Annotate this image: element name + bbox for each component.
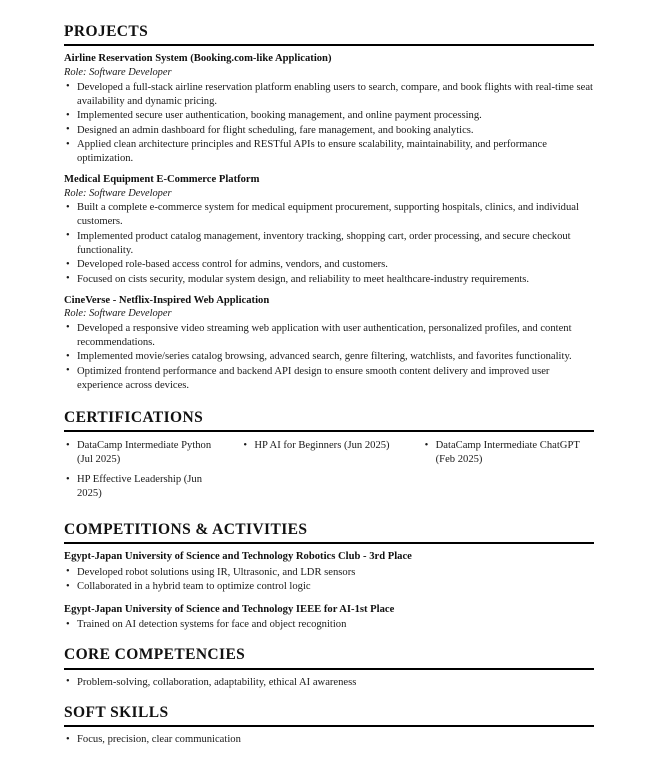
core-competencies-list: [64, 676, 594, 690]
project-role: Role: Software Developer: [64, 308, 172, 320]
project-title: CineVerse - Netflix-Inspired Web Application: [64, 294, 270, 306]
section-heading-core-competencies: CORE COMPETENCIES: [64, 645, 594, 669]
list-item: • Collaborated in a hybrid team to optimize control logic: [64, 580, 594, 594]
competition-entry: [64, 550, 594, 594]
list-item: • Built a complete e-commerce system for medical equipment procurement, supporting hospitals, clinics, and individual customers.: [64, 201, 594, 229]
list-item: • DataCamp Intermediate ChatGPT (Feb 2025): [423, 439, 594, 467]
list-item: • Focus, precision, clear communication: [64, 733, 594, 747]
list-item: • Implemented movie/series catalog browsing, advanced search, genre filtering, watchlists, and favorites functionality.: [64, 350, 594, 364]
list-item: • Optimized frontend performance and backend API design to ensure smooth content delivery and improved user experience across devices.: [64, 365, 594, 393]
certifications-column-1: [64, 439, 235, 507]
list-item: • Implemented secure user authentication, booking management, and online payment processing.: [64, 109, 594, 123]
list-item: • HP Effective Leadership (Jun 2025): [64, 473, 235, 501]
section-heading-projects: PROJECTS: [64, 22, 594, 46]
soft-skills-list: [64, 733, 594, 747]
certification-list: [423, 439, 594, 467]
list-item: • Developed a responsive video streaming web application with user authentication, personalized profiles, and content recommendations.: [64, 322, 594, 350]
project-bullet-list: [64, 322, 594, 393]
list-item: • Focused on cists security, modular system design, and reliability to meet healthcare-industry requirements.: [64, 273, 594, 287]
soft-skills-body: [64, 727, 594, 747]
spacer: [64, 400, 594, 408]
competition-bullet-list: [64, 618, 594, 632]
list-item: • Developed robot solutions using IR, Ultrasonic, and LDR sensors: [64, 566, 594, 580]
project-title: Medical Equipment E-Commerce Platform: [64, 173, 260, 185]
list-item: • Developed a full-stack airline reservation platform enabling users to search, compare, and book flights with real-time seat availability and dynamic pricing.: [64, 81, 594, 109]
spacer: [64, 692, 594, 703]
section-soft-skills: [64, 703, 594, 747]
competition-bullet-list: [64, 566, 594, 594]
spacer: [64, 634, 594, 645]
section-projects: [64, 22, 594, 393]
certifications-columns: [64, 432, 594, 507]
project-bullet-list: [64, 201, 594, 286]
project-entry: [64, 52, 594, 166]
list-item: • Applied clean architecture principles and RESTful APIs to ensure scalability, maintainability, and performance optimization.: [64, 138, 594, 166]
list-item: • Trained on AI detection systems for face and object recognition: [64, 618, 594, 632]
project-title: Airline Reservation System (Booking.com-like Application): [64, 53, 332, 65]
project-bullet-list: [64, 81, 594, 166]
project-role: Role: Software Developer: [64, 67, 172, 79]
section-heading-certifications: CERTIFICATIONS: [64, 408, 594, 432]
certifications-column-3: [413, 439, 594, 507]
project-entry: [64, 173, 594, 287]
competition-title: Egypt-Japan University of Science and Technology IEEE for AI-1st Place: [64, 604, 395, 616]
spacer: [64, 509, 594, 520]
section-competitions: [64, 520, 594, 632]
certification-list: [64, 439, 235, 501]
list-item: • HP AI for Beginners (Jun 2025): [241, 439, 412, 453]
list-item: • Designed an admin dashboard for flight scheduling, fare management, and booking analytics.: [64, 124, 594, 138]
list-item: • Developed role-based access control for admins, vendors, and customers.: [64, 258, 594, 272]
project-role: Role: Software Developer: [64, 187, 172, 199]
list-item: • Problem-solving, collaboration, adaptability, ethical AI awareness: [64, 676, 594, 690]
competitions-body: [64, 544, 594, 632]
core-competencies-body: [64, 670, 594, 690]
competition-title: Egypt-Japan University of Science and Technology Robotics Club - 3rd Place: [64, 551, 412, 563]
list-item: • Implemented product catalog management, inventory tracking, shopping cart, order processing, and secure checkout functionality.: [64, 230, 594, 258]
certification-list: [241, 439, 412, 453]
projects-body: [64, 46, 594, 392]
project-entry: [64, 294, 594, 393]
section-certifications: [64, 408, 594, 507]
competition-entry: [64, 603, 594, 632]
section-heading-soft-skills: SOFT SKILLS: [64, 703, 594, 727]
section-heading-competitions: COMPETITIONS & ACTIVITIES: [64, 520, 594, 544]
section-core-competencies: [64, 645, 594, 689]
certifications-column-2: [235, 439, 412, 507]
list-item: • DataCamp Intermediate Python (Jul 2025): [64, 439, 235, 467]
